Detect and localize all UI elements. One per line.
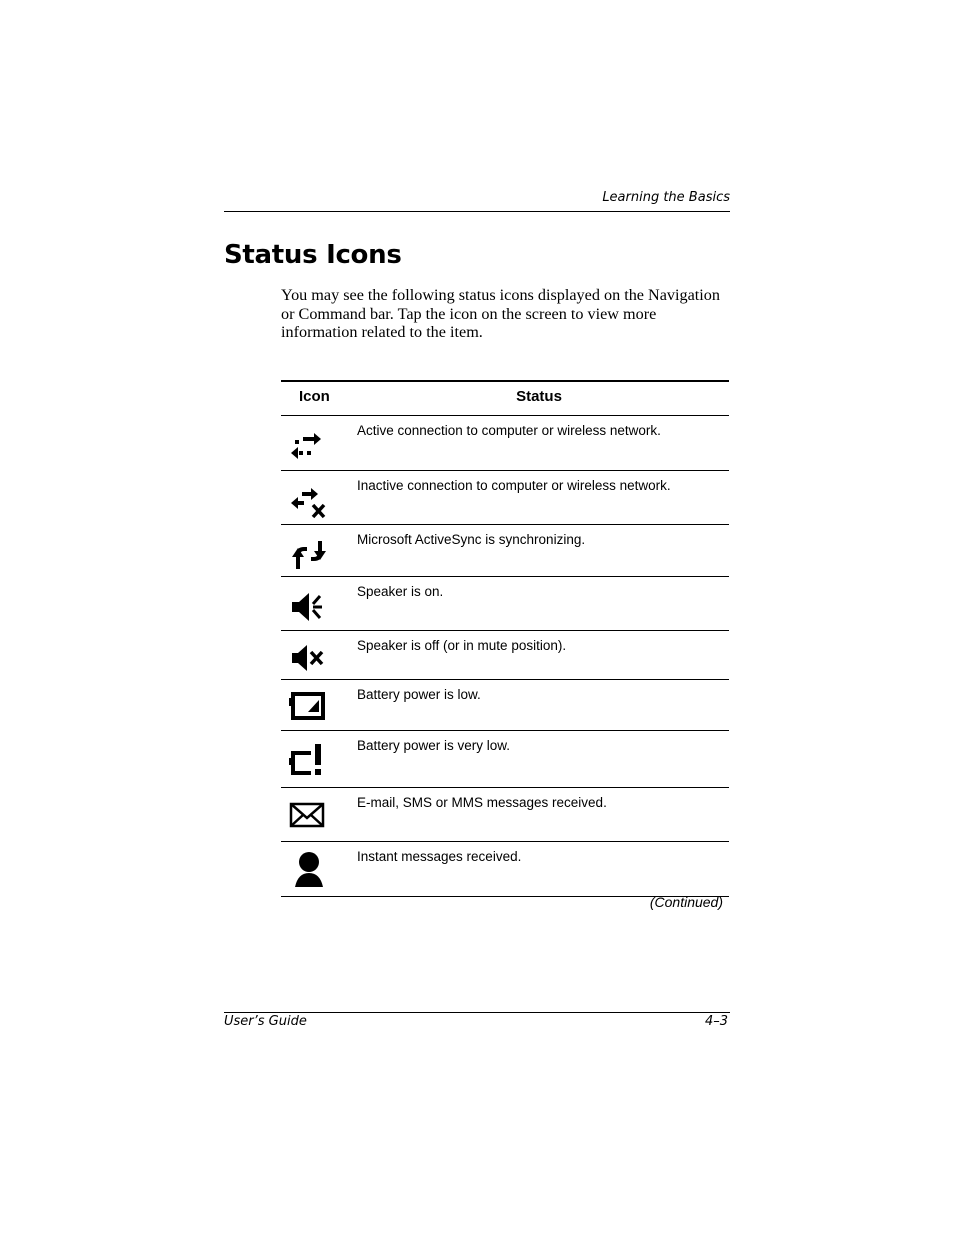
person-icon [289, 852, 329, 892]
speaker-on-icon [289, 587, 329, 627]
battery-very-low-icon [289, 741, 329, 781]
status-text: Battery power is low. [357, 687, 481, 702]
status-text: Battery power is very low. [357, 738, 511, 753]
table-header [281, 382, 729, 416]
footer-guide-title: User’s Guide [224, 1014, 307, 1029]
page-title: Status Icons [224, 240, 402, 270]
battery-low-icon [289, 690, 329, 730]
status-text: Speaker is off (or in mute position). [357, 638, 567, 653]
table-row [281, 471, 729, 525]
column-header-icon: Icon [299, 388, 330, 405]
table-row [281, 842, 729, 897]
header-rule [224, 211, 730, 212]
inactive-connection-icon [289, 481, 329, 521]
speaker-off-icon [289, 641, 329, 681]
continued-note: (Continued) [649, 894, 723, 910]
active-connection-icon [289, 426, 329, 466]
status-text: Instant messages received. [357, 849, 522, 864]
status-text: Inactive connection to computer or wireless network. [357, 478, 671, 493]
status-text: Microsoft ActiveSync is synchronizing. [357, 532, 586, 547]
table-row [281, 680, 729, 731]
intro-paragraph: You may see the following status icons displayed on the Navigation or Command bar. Tap the icon on the screen to view more information related to the item. [281, 286, 720, 341]
table-row [281, 525, 729, 577]
running-header: Learning the Basics [602, 190, 730, 205]
activesync-icon [289, 535, 329, 575]
page-number: 4–3 [704, 1014, 728, 1029]
status-icons-table [281, 380, 729, 897]
table-row [281, 416, 729, 471]
table-row [281, 731, 729, 788]
footer-rule [224, 1012, 730, 1013]
table-row [281, 577, 729, 631]
status-text: E-mail, SMS or MMS messages received. [357, 795, 607, 810]
table-row [281, 788, 729, 842]
envelope-icon [289, 798, 329, 838]
status-text: Speaker is on. [357, 584, 444, 599]
column-header-status: Status [516, 388, 562, 405]
table-row [281, 631, 729, 680]
status-text: Active connection to computer or wireless network. [357, 423, 661, 438]
